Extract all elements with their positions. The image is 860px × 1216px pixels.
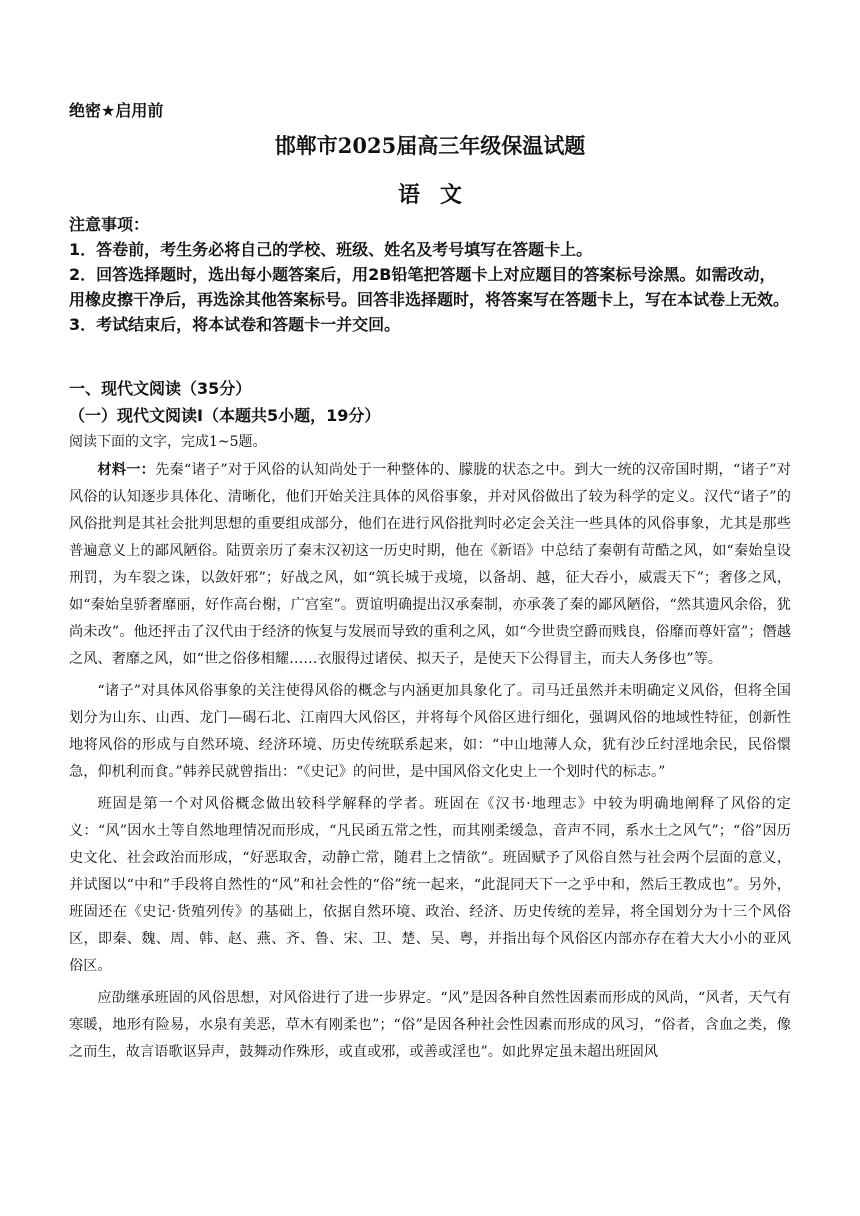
section-heading-part1-1: （一）现代文阅读Ⅰ（本题共5小题，19分）: [69, 406, 381, 425]
passage-body: [69, 457, 791, 1071]
passage-paragraph-2: “诸子”对具体风俗事象的关注使得风俗的概念与内涵更加具象化了。司马迁虽然并未明确定义风俗，但将全国划分为山东、山西、龙门—碣石北、江南四大风俗区，并将每个风俗区进行细化，强调风俗的地域性特征，创新性地将风俗的形成与自然环境、经济环境、历史传统联系起来，如：“中山地薄人众，犹有沙丘纣淫地余民，民俗懁急，仰机利而食。”韩养民就曾指出：“《史记》的问世，是中国风俗文化史上一个划时代的标志。”: [69, 683, 791, 780]
subject-title: 语文: [397, 182, 482, 208]
material-label: 材料一：: [97, 462, 156, 478]
notice-item-2: 2．回答选择题时，选出每小题答案后，用2B铅笔把答题卡上对应题目的答案标号涂黑。如需改动，用橡皮擦干净后，再选涂其他答案标号。回答非选择题时，将答案写在答题卡上，写在本试卷上无效。: [69, 265, 790, 309]
notice-heading: 注意事项：: [69, 215, 150, 234]
reading-instruction: 阅读下面的文字，完成1~5题。: [69, 434, 267, 450]
passage-paragraph-1: [69, 457, 791, 673]
passage-paragraph-4: 应劭继承班固的风俗思想，对风俗进行了进一步界定。“风”是因各种自然性因素而形成的风尚，“风者，天气有寒暖，地形有险易，水泉有美恶，草木有刚柔也”；“俗”是因各种社会性因素而形成的风习，“俗者，含血之类，像之而生，故言语歌讴异声，鼓舞动作殊形，或直或邪，或善或淫也”。如此界定虽未超出班固风: [69, 990, 791, 1060]
exam-title: 邯郸市2025届高三年级保温试题: [274, 133, 586, 158]
passage-paragraph-3: 班固是第一个对风俗概念做出较科学解释的学者。班固在《汉书·地理志》中较为明确地阐释了风俗的定义：“风”因水土等自然地理情况而形成，“凡民函五常之性，而其刚柔缓急，音声不同，系水土之风气”；“俗”因历史文化、社会政治而形成，“好恶取舍，动静亡常，随君上之情欲”。班固赋予了风俗自然与社会两个层面的意义，并试图以“中和”手段将自然性的“风”和社会性的“俗”统一起来，“此混同天下一之乎中和，然后王教成也”。另外，班固还在《史记·货殖列传》的基础上，依据自然环境、政治、经济、历史传统的差异，将全国划分为十三个风俗区，即秦、魏、周、韩、赵、燕、齐、鲁、宋、卫、楚、吴、粤，并指出每个风俗区内部亦存在着大大小小的亚风俗区。: [69, 796, 791, 974]
paragraph-text: 先秦“诸子”对于风俗的认知尚处于一种整体的、朦胧的状态之中。到大一统的汉帝国时期，“诸子”对风俗的认知逐步具体化、清晰化，他们开始关注具体的风俗事象，并对风俗做出了较为科学的定义。汉代“诸子”的风俗批判是其社会批判思想的重要组成部分，他们在进行风俗批判时必定会关注一些具体的风俗事象，尤其是那些普遍意义上的鄙风陋俗。陆贾亲历了秦末汉初这一历史时期，他在《新语》中总结了秦朝有苛酷之风，如“秦始皇设刑罚，为车裂之诛，以敛奸邪”；好战之风，如“筑长城于戎境，以备胡、越，征大吞小，威震天下”；奢侈之风，如“秦始皇骄奢靡丽，好作高台榭，广宫室”。贾谊明确提出汉承秦制，亦承袭了秦的鄙风陋俗，“然其遗风余俗，犹尚未改”。他还抨击了汉代由于经济的恢复与发展而导致的重利之风，如“今世贵空爵而贱良，俗靡而尊奸富”；僭越之风、奢靡之风，如“世之俗侈相耀……衣服得过诸侯、拟天子，是使天下公得冒主，而夫人务侈也”等。: [69, 462, 791, 667]
section-heading-part1: 一、现代文阅读（35分）: [69, 379, 252, 398]
notice-item-1: 1．答卷前，考生务必将自己的学校、班级、姓名及考号填写在答题卡上。: [69, 240, 593, 259]
notice-item-3: 3．考试结束后，将本试卷和答题卡一并交回。: [69, 315, 401, 334]
confidential-mark: 绝密★启用前: [69, 101, 164, 120]
notice-section: [69, 212, 791, 337]
